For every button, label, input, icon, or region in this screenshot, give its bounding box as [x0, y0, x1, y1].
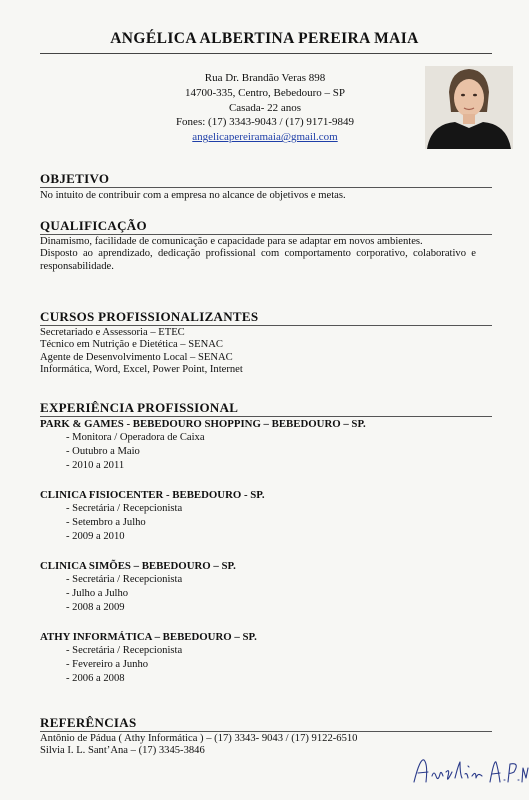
job-years: - 2006 a 2008 — [66, 672, 125, 684]
handwritten-signature — [410, 754, 529, 788]
job-months: - Setembro a Julho — [66, 516, 146, 528]
objetivo-heading: OBJETIVO — [40, 171, 110, 186]
curso-item: Informática, Word, Excel, Power Point, Internet — [40, 364, 243, 376]
curso-item: Secretariado e Assessoria – ETEC — [40, 327, 185, 338]
experiencia-heading: EXPERIÊNCIA PROFISSIONAL — [40, 400, 239, 415]
qualificacao-paragraph-1: Dinamismo, facilidade de comunicação e capacidade para se adaptar em novos ambientes. — [40, 236, 423, 247]
job-months: - Julho a Julho — [66, 587, 129, 599]
qualificacao-divider — [40, 234, 492, 235]
job-months: - Fevereiro a Junho — [66, 658, 149, 670]
job-company: ATHY INFORMÁTICA – BEBEDOURO – SP. — [40, 631, 257, 643]
referencias-divider — [40, 731, 492, 732]
job-role: - Secretária / Recepcionista — [66, 503, 183, 514]
experiencia-divider — [40, 416, 492, 417]
job-years: - 2009 a 2010 — [66, 530, 125, 542]
cursos-list — [40, 327, 476, 377]
job-years: - 2008 a 2009 — [66, 601, 125, 613]
job-role: - Monitora / Operadora de Caixa — [66, 432, 205, 443]
portrait-photo-icon — [425, 66, 513, 149]
cursos-heading: CURSOS PROFISSIONALIZANTES — [40, 309, 259, 324]
job-details — [66, 644, 182, 685]
cursos-divider — [40, 325, 492, 326]
referencias-heading: REFERÊNCIAS — [40, 715, 137, 730]
job-months: - Outubro a Maio — [66, 445, 140, 457]
contact-block — [150, 71, 380, 145]
job-role: - Secretária / Recepcionista — [66, 645, 183, 656]
curso-item: Técnico em Nutrição e Dietética – SENAC — [40, 339, 223, 351]
job-role: - Secretária / Recepcionista — [66, 574, 183, 585]
job-company: PARK & GAMES - BEBEDOURO SHOPPING – BEBEDOURO – SP. — [40, 418, 366, 430]
job-details — [66, 573, 182, 614]
qualificacao-text — [40, 236, 476, 273]
job-years: - 2010 a 2011 — [66, 459, 125, 471]
objetivo-divider — [40, 187, 492, 188]
objetivo-text: No intuito de contribuir com a empresa no alcance de objetivos e metas. — [40, 190, 346, 201]
curso-item: Agente de Desenvolvimento Local – SENAC — [40, 351, 233, 363]
portrait-photo — [425, 66, 513, 149]
signature-icon — [410, 754, 529, 788]
qualificacao-heading: QUALIFICAÇÃO — [40, 218, 147, 233]
header-divider — [40, 53, 492, 54]
city-line: 14700-335, Centro, Bebedouro – SP — [184, 86, 346, 99]
job-details — [66, 431, 205, 472]
marital-status-line: Casada- 22 anos — [228, 101, 302, 114]
referencia-item: Silvia I. L. Sant’Ana – (17) 3345-3846 — [40, 745, 205, 757]
phone-line: Fones: (17) 3343-9043 / (17) 9171-9849 — [175, 116, 355, 129]
address-line: Rua Dr. Brandão Veras 898 — [204, 72, 326, 84]
email-link[interactable]: angelicapereiramaia@gmail.com — [192, 131, 338, 144]
qualificacao-paragraph-2: Disposto ao aprendizado, dedicação profissional com comportamento corporativo, colaborativo e responsabilidade. — [40, 248, 476, 272]
candidate-name: ANGÉLICA ALBERTINA PEREIRA MAIA — [110, 30, 419, 47]
job-company: CLINICA FISIOCENTER - BEBEDOURO - SP. — [40, 489, 265, 501]
job-details — [66, 502, 182, 543]
referencia-item: Antônio de Pádua ( Athy Informática ) – (17) 3343- 9043 / (17) 9122-6510 — [40, 733, 358, 744]
job-company: CLINICA SIMÕES – BEBEDOURO – SP. — [40, 560, 236, 572]
